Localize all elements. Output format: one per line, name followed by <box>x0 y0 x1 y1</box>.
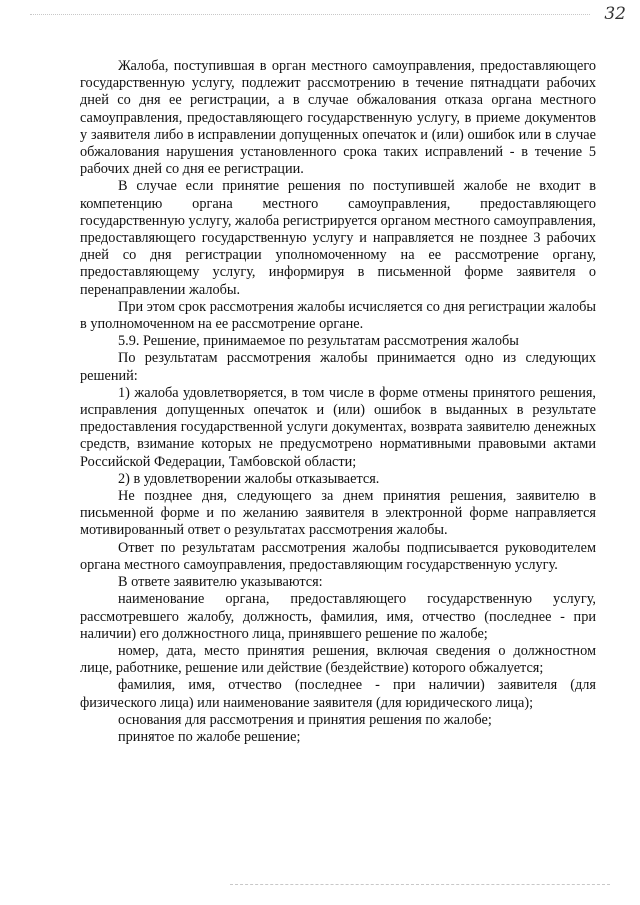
scan-artifact-top <box>30 14 590 16</box>
list-item-satisfied: 1) жалоба удовлетворяется, в том числе в форме отмены принятого решения, исправления допущенных опечаток и (или) ошибок в выданных в результате предоставления государственной услуги документах, возврата заявителю денежных средств, взимание которых не предусмотрено нормативными правовыми актами Российской Федерации, Тамбовской области; <box>80 384 596 470</box>
list-item-decision: принятое по жалобе решение; <box>118 728 301 745</box>
list-item-applicant-name: фамилия, имя, отчество (последнее - при наличии) заявителя (для физического лица) или наименование заявителя (для юридического лица); <box>80 677 596 711</box>
paragraph-decision-intro: По результатам рассмотрения жалобы принимается одно из следующих решений: <box>80 350 596 384</box>
paragraph-term-calculation: При этом срок рассмотрения жалобы исчисляется со дня регистрации жалобы в уполномоченном на ее рассмотрение органе. <box>80 298 596 333</box>
list-item-authority-name: наименование органа, предоставляющего государственную услугу, рассмотревшего жалобу, должность, фамилия, имя, отчество (последнее - при наличии) его должностного лица, принявшего решение по жалобе; <box>80 591 596 642</box>
paragraph-response-deadline: Не позднее дня, следующего за днем принятия решения, заявителю в письменной форме и по желанию заявителя в электронной форме направляется мотивированный ответ о результатах рассмотрения жалобы. <box>80 488 596 539</box>
scan-artifact-bottom <box>230 884 610 886</box>
page-number: 32 <box>604 4 626 24</box>
list-item-decision-details: номер, дата, место принятия решения, включая сведения о должностном лице, работнике, решение или действие (бездействие) которого обжалуется; <box>80 642 596 677</box>
paragraph-response-signature: Ответ по результатам рассмотрения жалобы подписывается руководителем органа местного самоуправления, предоставляющим государственную услугу. <box>80 539 596 573</box>
list-item-refused: 2) в удовлетворении жалобы отказывается. <box>118 470 380 487</box>
document-body <box>80 58 596 746</box>
paragraph-complaint-term: Жалоба, поступившая в орган местного самоуправления, предоставляющего государственную услугу, подлежит рассмотрению в течение пятнадцати рабочих дней со дня ее регистрации, а в случае обжалования отказа органа местного самоуправления, предоставляющего государственную услугу, в приеме документов у заявителя либо в исправлении допущенных опечаток и (или) ошибок или в случае обжалования нарушения установленного срока таких исправлений - в течение 5 рабочих дней со дня ее регистрации. <box>80 58 596 178</box>
section-heading-5-9: 5.9. Решение, принимаемое по результатам рассмотрения жалобы <box>118 333 519 350</box>
paragraph-response-contents: В ответе заявителю указываются: <box>118 574 323 591</box>
paragraph-redirect: В случае если принятие решения по поступившей жалобе не входит в компетенцию органа местного самоуправления, предоставляющего государственную услугу, жалоба регистрируется органом местного самоуправления, предоставляющего государственную услугу и направляется не позднее 3 рабочих дней со дня регистрации уполномоченному на ее рассмотрение органу, предоставляющему услугу, информируя в письменной форме заявителя о перенаправлении жалобы. <box>80 178 596 298</box>
list-item-grounds: основания для рассмотрения и принятия решения по жалобе; <box>118 711 492 728</box>
